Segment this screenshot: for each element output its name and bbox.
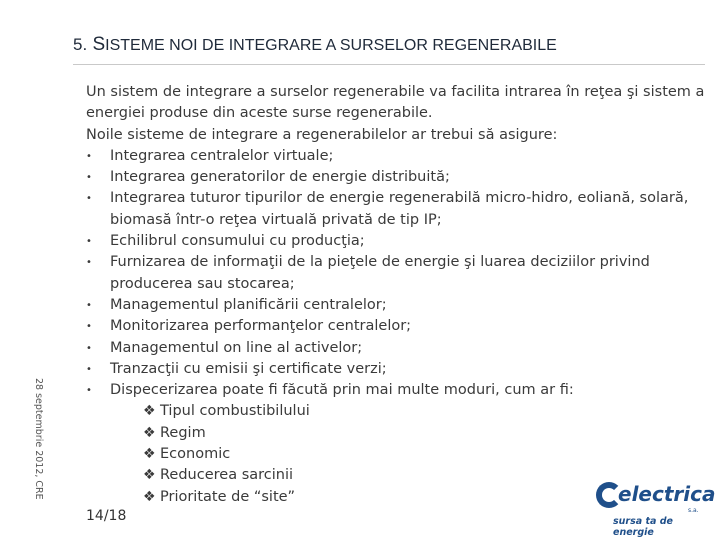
bullet-dot-icon: •	[86, 193, 92, 205]
bullet-dot-icon: •	[86, 172, 92, 184]
sub-bullet-text: Economic	[160, 446, 231, 463]
diamond-bullet-icon: ❖	[143, 467, 156, 484]
bullet-list	[86, 146, 706, 402]
logo-suffix: s.a.	[688, 507, 699, 514]
bullet-text: Managementul on line al activelor;	[110, 339, 363, 356]
sub-bullet-text: Tipul combustibilului	[160, 403, 310, 420]
logo-tagline: sursa ta de energie	[613, 516, 673, 538]
bullet-text: Integrarea tuturor tipurilor de energie regenerabilă micro-hidro, eoliană, solară,	[110, 190, 689, 207]
bullet-item	[86, 231, 706, 252]
sub-bullet-text: Reducerea sarcinii	[160, 467, 294, 484]
diamond-bullet-icon: ❖	[143, 424, 156, 441]
bullet-text: Integrarea centralelor virtuale;	[110, 147, 334, 164]
bullet-item	[86, 295, 706, 316]
sub-bullet-item	[86, 444, 706, 465]
electrica-logo	[596, 478, 716, 538]
bullet-text: Monitorizarea performanţelor centralelor;	[110, 318, 412, 335]
title-rest: ISTEME NOI DE INTEGRARE A SURSELOR REGENERABILE	[105, 37, 557, 54]
diamond-bullet-icon: ❖	[143, 446, 156, 463]
bullet-dot-icon: •	[86, 363, 92, 375]
title-number: 5.	[73, 35, 88, 54]
bullet-text: Echilibrul consumului cu producţia;	[110, 233, 365, 250]
bullet-item	[86, 252, 706, 295]
side-date-text: 28 septembrie 2012, CRE	[33, 378, 44, 500]
title-divider	[73, 64, 705, 65]
bullet-text: Managementul planificării centralelor;	[110, 296, 387, 313]
side-date-label	[32, 378, 44, 518]
page-number: 14/18	[86, 508, 127, 524]
bullet-item	[86, 146, 706, 167]
bullet-item	[86, 188, 706, 231]
bullet-dot-icon: •	[86, 257, 92, 269]
diamond-bullet-icon: ❖	[143, 488, 156, 505]
sub-bullet-item	[86, 423, 706, 444]
diamond-bullet-icon: ❖	[143, 403, 156, 420]
sub-bullet-item	[86, 401, 706, 422]
title-first-letter: S	[92, 34, 106, 55]
sub-bullet-text: Regim	[160, 424, 206, 441]
bullet-dot-icon: •	[86, 299, 92, 311]
bullet-item	[86, 380, 706, 401]
bullet-dot-icon: •	[86, 385, 92, 397]
requirements-lead: Noile sisteme de integrare a regenerabilelor ar trebui să asigure:	[86, 126, 558, 143]
bullet-dot-icon: •	[86, 150, 92, 162]
intro-paragraph	[86, 82, 706, 125]
bullet-text: Tranzacţii cu emisii şi certificate verzi;	[110, 360, 387, 377]
sub-bullet-text: Prioritate de “site”	[160, 488, 296, 505]
bullet-item	[86, 338, 706, 359]
page-title	[73, 34, 557, 56]
intro-line: energiei produse din aceste surse regenerabile.	[86, 105, 433, 122]
bullet-dot-icon: •	[86, 321, 92, 333]
bullet-text: Dispecerizarea poate fi făcută prin mai multe moduri, cum ar fi:	[110, 382, 574, 399]
bullet-text: producerea sau stocarea;	[110, 275, 295, 292]
bullet-item	[86, 359, 706, 380]
bullet-text: Integrarea generatorilor de energie distribuită;	[110, 169, 450, 186]
intro-line: Un sistem de integrare a surselor regenerabile va facilita intrarea în reţea şi sistem a	[86, 84, 705, 100]
bullet-item	[86, 316, 706, 337]
bullet-text: Furnizarea de informaţii de la pieţele de energie şi luarea deciziilor privind	[110, 254, 650, 271]
bullet-dot-icon: •	[86, 342, 92, 354]
bullet-text: biomasă într-o reţea virtuală privată de tip IP;	[110, 211, 442, 228]
bullet-item	[86, 167, 706, 188]
logo-wordmark: electrica	[618, 482, 716, 506]
slide-body	[86, 82, 706, 508]
bullet-dot-icon: •	[86, 236, 92, 248]
